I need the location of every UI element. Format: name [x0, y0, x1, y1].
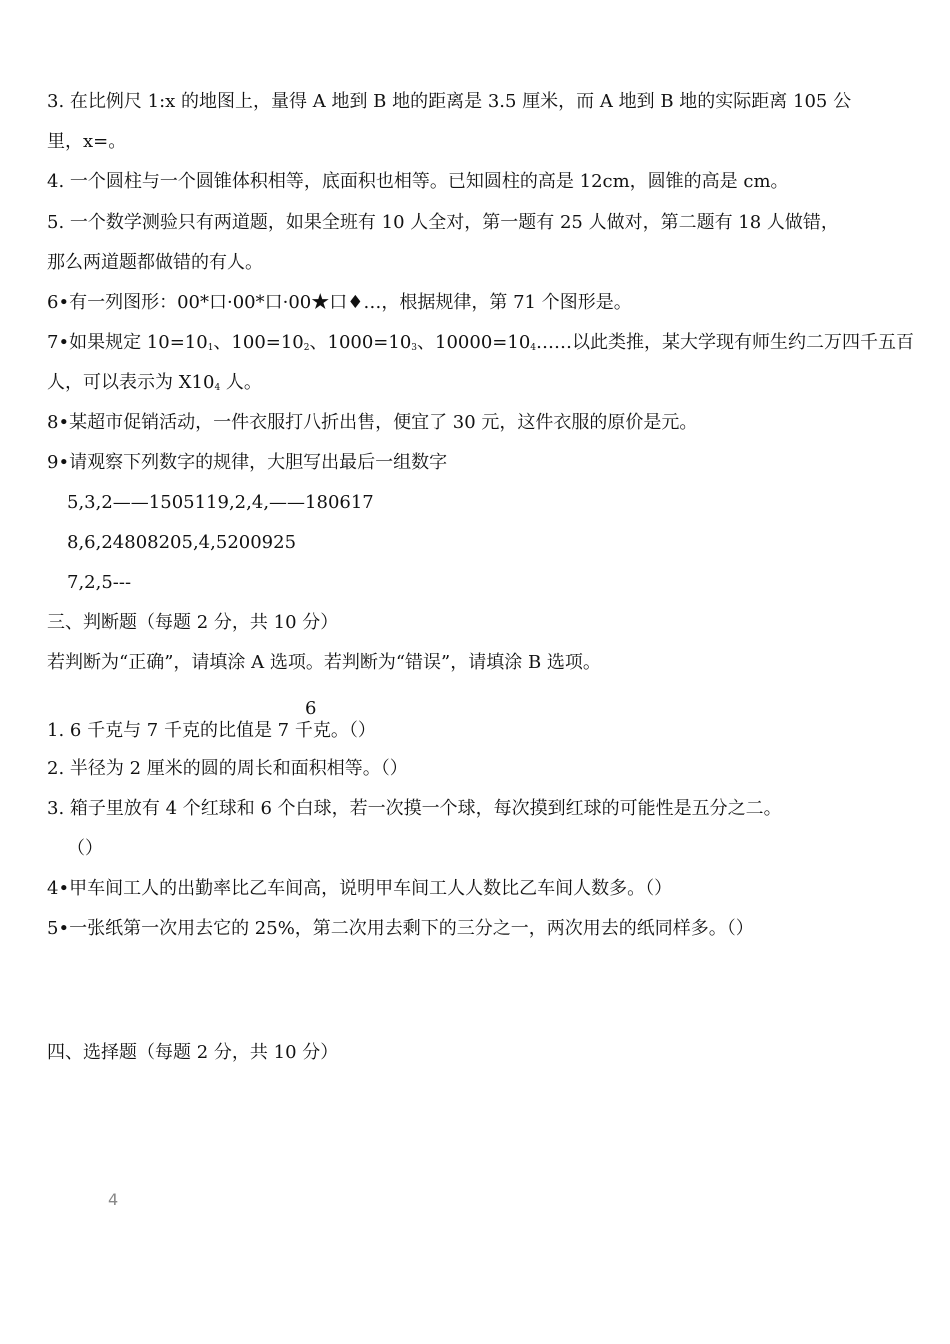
judgment-3-line-2: （） — [67, 838, 103, 859]
judgment-5: 5•一张纸第一次用去它的 25%，第二次用去剩下的三分之一，两次用去的纸同样多。（） — [47, 918, 754, 939]
question-4: 4. 一个圆柱与一个圆锥体积相等，底面积也相等。已知圆柱的高是 12cm，圆锥的高是 cm。 — [47, 171, 789, 192]
question-7-line-1 — [47, 331, 914, 360]
question-9: 9•请观察下列数字的规律，大胆写出最后一组数字 — [47, 452, 448, 473]
q7-exp-3: 3 — [411, 343, 418, 353]
q7-part-e: ……以此类推，某大学现有师生约二万四千五百 — [536, 332, 915, 353]
page-number: 4 — [108, 1190, 119, 1209]
judgment-1: 1. 6 千克与 7 千克的比值是 7 千克。（） — [47, 720, 376, 741]
question-3-line-2: 里，x=。 — [47, 131, 127, 152]
question-9-row-2: 8,6,24808205,4,5200925 — [67, 532, 297, 553]
section-3-instructions: 若判断为“正确”，请填涂 A 选项。若判断为“错误”，请填涂 B 选项。 — [47, 652, 601, 673]
q7-line2-exp: 4 — [214, 383, 221, 393]
q7-exp-2: 2 — [303, 343, 310, 353]
judgment-3-line-1: 3. 箱子里放有 4 个红球和 6 个白球，若一次摸一个球，每次摸到红球的可能性是五分之二。 — [47, 798, 782, 819]
judgment-1-fraction-numerator: 6 — [305, 698, 317, 719]
judgment-4: 4•甲车间工人的出勤率比乙车间高，说明甲车间工人人数比乙车间人数多。（） — [47, 878, 673, 899]
q7-line2-a: 人，可以表示为 X10 — [47, 372, 215, 393]
question-6: 6•有一列图形：00*口·00*口·00★口♦…，根据规律，第 71 个图形是。 — [47, 292, 632, 313]
question-9-row-1: 5,3,2——1505119,2,4,——180617 — [67, 492, 374, 513]
question-8: 8•某超市促销活动，一件衣服打八折出售，便宜了 30 元，这件衣服的原价是元。 — [47, 412, 698, 433]
section-3-title: 三、判断题（每题 2 分，共 10 分） — [47, 612, 339, 633]
section-4-title: 四、选择题（每题 2 分，共 10 分） — [47, 1042, 339, 1063]
question-5-line-1: 5. 一个数学测验只有两道题，如果全班有 10 人全对，第一题有 25 人做对，第二题有 18 人做错， — [47, 212, 839, 233]
q7-part-b: 、100=10 — [213, 332, 304, 353]
q7-line2-b: 人。 — [220, 372, 262, 393]
q7-exp-4: 4 — [530, 343, 537, 353]
q7-part-a: 7•如果规定 10=10 — [47, 332, 208, 353]
q7-part-c: 、1000=10 — [309, 332, 412, 353]
judgment-2: 2. 半径为 2 厘米的圆的周长和面积相等。（） — [47, 758, 408, 779]
q7-part-d: 、10000=10 — [417, 332, 531, 353]
q7-exp-1: 1 — [207, 343, 214, 353]
question-7-line-2 — [47, 371, 262, 400]
question-9-row-3: 7,2,5--- — [67, 572, 132, 593]
question-5-line-2: 那么两道题都做错的有人。 — [47, 252, 263, 273]
question-3-line-1: 3. 在比例尺 1:x 的地图上，量得 A 地到 B 地的距离是 3.5 厘米，而 A 地到 B 地的实际距离 105 公 — [47, 91, 852, 112]
